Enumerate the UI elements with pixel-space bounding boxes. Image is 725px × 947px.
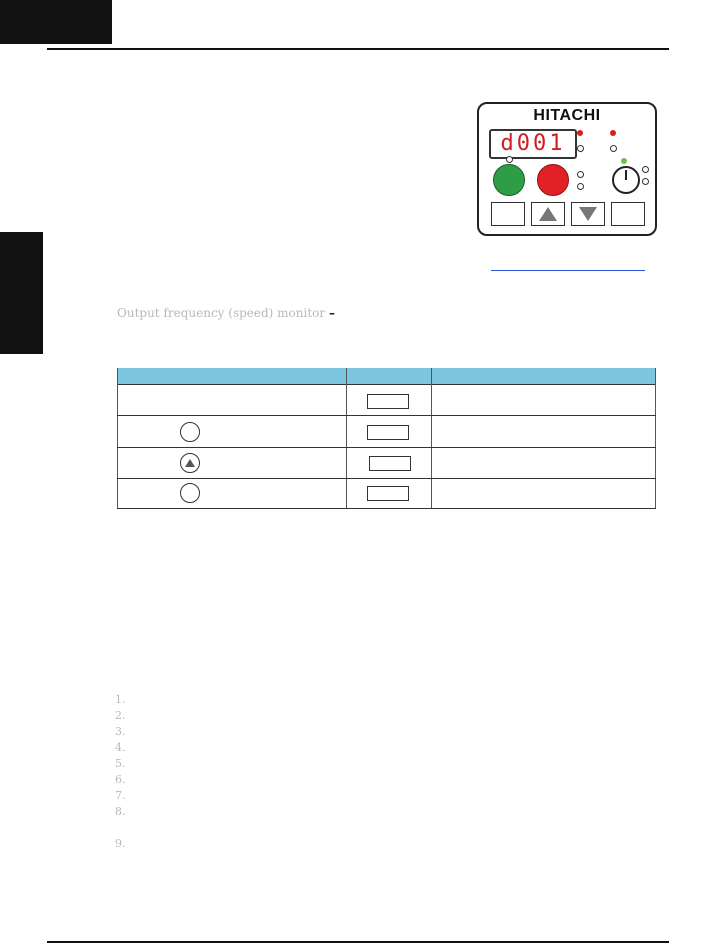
up-arrow-icon bbox=[539, 207, 557, 221]
step-number: 3. bbox=[115, 725, 126, 738]
footer-rule bbox=[47, 941, 669, 943]
led-indicator bbox=[642, 178, 649, 185]
led-indicator bbox=[610, 130, 616, 136]
pot-enable-led bbox=[621, 158, 627, 164]
run-enable-led bbox=[506, 156, 513, 163]
table-border bbox=[655, 368, 656, 509]
table-divider bbox=[346, 368, 347, 509]
store-key[interactable] bbox=[611, 202, 645, 226]
step-number: 5. bbox=[115, 757, 126, 770]
up-key[interactable] bbox=[531, 202, 565, 226]
table-header bbox=[117, 368, 656, 385]
row-divider bbox=[117, 447, 656, 448]
heading-text: Output frequency (speed) monitor bbox=[117, 306, 326, 320]
table-divider bbox=[431, 368, 432, 509]
hyperlink-underline[interactable] bbox=[491, 270, 645, 271]
keypad-procedure-table bbox=[117, 368, 656, 509]
led-indicator bbox=[577, 183, 584, 190]
brand-logo: HITACHI bbox=[533, 107, 601, 124]
store-button-icon bbox=[180, 483, 200, 503]
down-key[interactable] bbox=[571, 202, 605, 226]
display-key-icon bbox=[367, 486, 409, 501]
led-indicator bbox=[610, 145, 617, 152]
led-indicator bbox=[577, 171, 584, 178]
step-number: 6. bbox=[115, 773, 126, 786]
potentiometer-knob[interactable] bbox=[612, 166, 640, 194]
function-key[interactable] bbox=[491, 202, 525, 226]
display-key-icon bbox=[369, 456, 411, 471]
run-button[interactable] bbox=[493, 164, 525, 196]
led-indicator bbox=[577, 145, 584, 152]
display-key-icon bbox=[367, 425, 409, 440]
up-button-icon bbox=[180, 453, 200, 473]
led-indicator bbox=[577, 130, 583, 136]
step-number: 9. bbox=[115, 837, 126, 850]
step-number: 8. bbox=[115, 805, 126, 818]
func-button-icon bbox=[180, 422, 200, 442]
led-indicator bbox=[642, 166, 649, 173]
seven-segment-display: d001 bbox=[489, 129, 577, 159]
side-chapter-tab bbox=[0, 232, 43, 354]
step-number: 2. bbox=[115, 709, 126, 722]
table-border bbox=[117, 368, 118, 509]
step-number: 7. bbox=[115, 789, 126, 802]
display-key-icon bbox=[367, 394, 409, 409]
down-arrow-icon bbox=[579, 207, 597, 221]
corner-tab bbox=[0, 0, 112, 44]
row-divider bbox=[117, 478, 656, 479]
heading-dash: – bbox=[328, 306, 335, 320]
row-divider bbox=[117, 415, 656, 416]
section-heading bbox=[117, 306, 335, 320]
step-number: 1. bbox=[115, 693, 126, 706]
keypad-panel bbox=[477, 102, 657, 236]
step-number: 4. bbox=[115, 741, 126, 754]
header-rule bbox=[47, 48, 669, 50]
table-border bbox=[117, 508, 656, 509]
stop-reset-button[interactable] bbox=[537, 164, 569, 196]
up-arrow-icon bbox=[185, 459, 195, 467]
